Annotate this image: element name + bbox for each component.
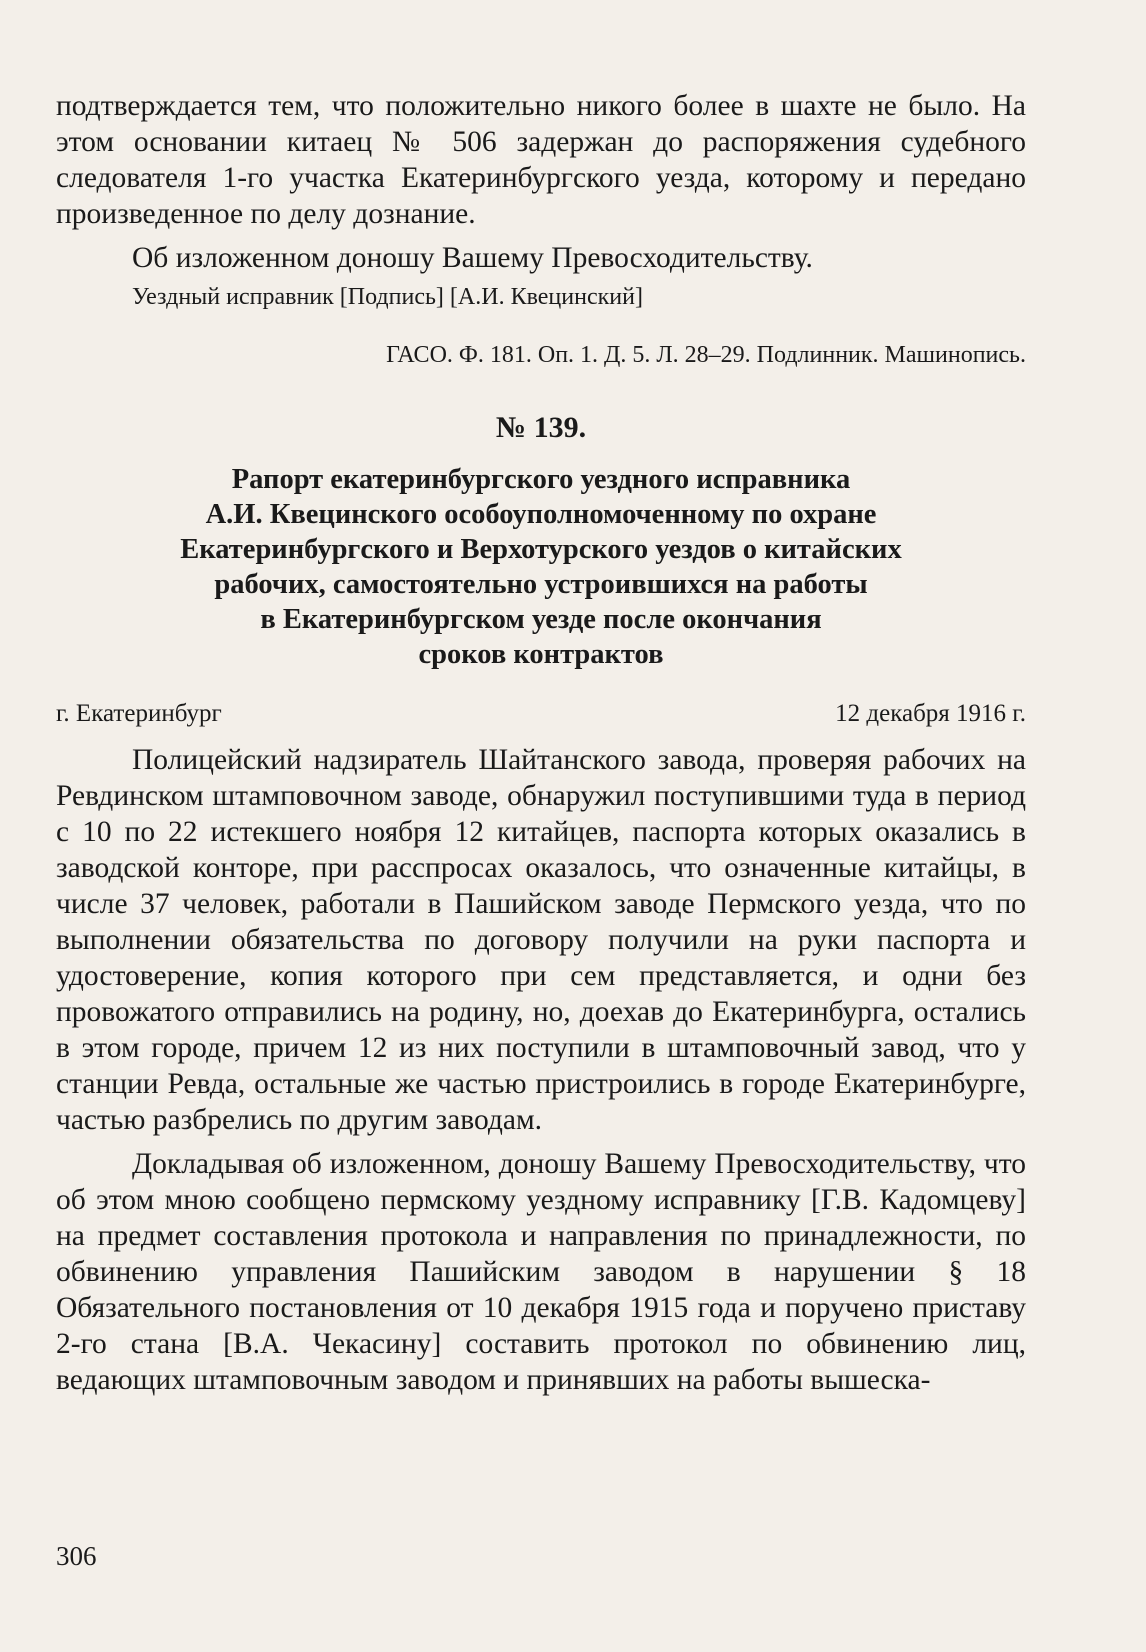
body-paragraph-1: Полицейский надзиратель Шайтанского завода, проверяя рабочих на Ревдинском штамповочном заводе, обнаружил поступившими туда в период с 10 по 22 истекшего ноября 12 китайцев, паспорта которых оказались в заводской конторе, при расспросах оказалось, что означенные китайцы, в числе 37 человек, работали в Пашийском заводе Пермского уезда, что по выполнении обязательства по договору получили на руки паспорта и удостоверение, копия которого при сем представляется, и одни без провожатого отправились на родину, но, доехав до Екатеринбурга, остались в этом городе, причем 12 из них поступили в штамповочный завод, что у станции Ревда, остальные же частью пристроились в городе Екатеринбурге, частью разбрелись по другим заводам. — [56, 744, 1026, 1136]
document-title — [56, 462, 1026, 672]
report-line: Об изложенном доношу Вашему Превосходительству. — [132, 242, 813, 274]
body-paragraph-2: Докладывая об изложенном, доношу Вашему Превосходительству, что об этом мною сообщено пермскому уездному исправнику [Г.В. Кадомцеву] на предмет составления протокола и направления по принадлежности, по обвинению управления Пашийским заводом в нарушении § 18 Обязательного постановления от 10 декабря 1915 года и поручено приставу 2-го стана [В.А. Чекасину] составить протокол по обвинению лиц, ведающих штамповочным заводом и принявших на работы вышеска- — [56, 1148, 1026, 1396]
title-line: сроков контрактов — [418, 639, 664, 670]
signature-line: Уездный исправник [Подпись] [А.И. Квецинский] — [132, 284, 643, 310]
document-number: № 139. — [495, 411, 587, 444]
title-line: рабочих, самостоятельно устроившихся на работы — [214, 569, 868, 600]
title-line: в Екатеринбургском уезде после окончания — [260, 604, 822, 635]
page-number: 306 — [56, 1541, 97, 1571]
continuation-paragraph: подтверждается тем, что положительно никого более в шахте не было. На этом основании китаец № 506 задержан до распоряжения судебного следователя 1-го участка Екатеринбургского уезда, которому и передано произведенное по делу дознание. — [56, 90, 1026, 230]
place-date-line — [56, 698, 1026, 730]
source-reference: ГАСО. Ф. 181. Оп. 1. Д. 5. Л. 28–29. Подлинник. Машинопись. — [386, 342, 1026, 368]
document-date: 12 декабря 1916 г. — [835, 700, 1026, 727]
title-line: А.И. Квецинского особоуполномоченному по охране — [205, 499, 877, 530]
text-column — [56, 88, 1026, 1398]
title-line: Рапорт екатеринбургского уездного исправника — [231, 464, 851, 495]
document-place: г. Екатеринбург — [56, 700, 222, 727]
title-line: Екатеринбургского и Верхотурского уездов о китайских — [180, 534, 902, 565]
